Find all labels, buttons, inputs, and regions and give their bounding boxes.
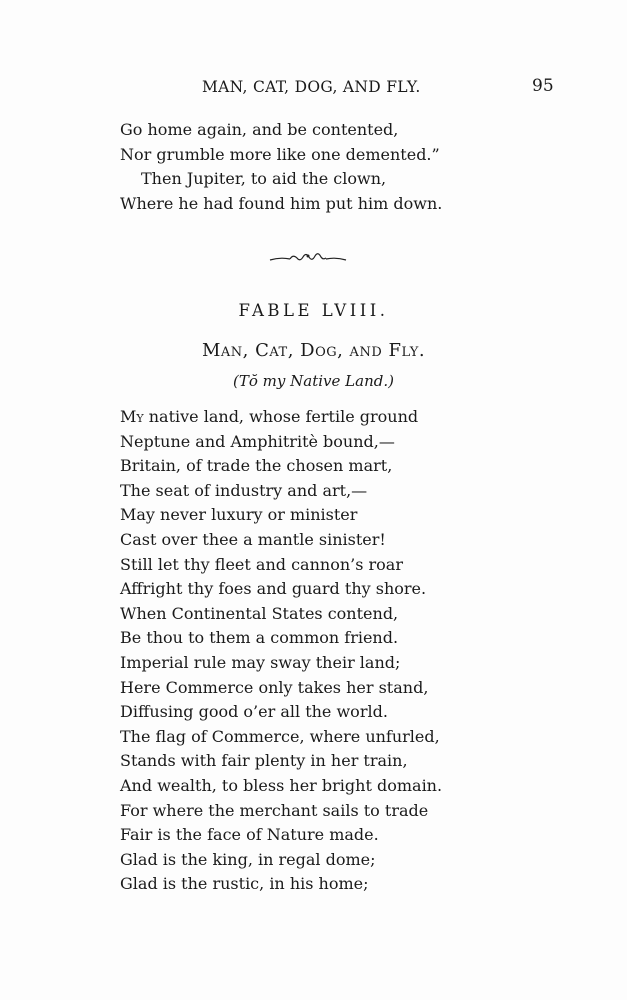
poem-line: For where the merchant sails to trade: [120, 800, 429, 820]
verse-line: Then Jupiter, to aid the clown,: [141, 169, 387, 189]
poem: [120, 405, 442, 897]
poem-line: Still let thy fleet and cannon’s roar: [120, 554, 403, 574]
poem-line: Glad is the rustic, in his home;: [120, 874, 369, 894]
poem-line: Glad is the king, in regal dome;: [120, 849, 376, 869]
poem-line: Affright thy foes and guard thy shore.: [120, 579, 427, 599]
ornament-icon: [268, 250, 348, 269]
verse-line: Nor grumble more like one demented.”: [120, 144, 440, 164]
poem-line: Britain, of trade the chosen mart,: [120, 456, 393, 476]
fable-title: Man, Cat, Dog, and Fly.: [201, 340, 426, 361]
poem-line: The seat of industry and art,—: [120, 480, 368, 500]
poem-line: Diffusing good o’er all the world.: [120, 702, 388, 722]
previous-verse: [120, 118, 442, 216]
poem-line: Cast over thee a mantle sinister!: [120, 529, 386, 549]
fable-number: FABLE LVIII.: [238, 301, 389, 320]
first-line-rest: native land, whose fertile ground: [143, 407, 419, 426]
poem-line: Here Commerce only takes her stand,: [120, 677, 429, 697]
poem-line: [120, 405, 442, 430]
running-head: MAN, CAT, DOG, AND FLY.: [202, 78, 421, 96]
poem-line: When Continental States contend,: [120, 603, 399, 623]
poem-line: Imperial rule may sway their land;: [120, 652, 401, 672]
dedication: (Tŏ my Native Land.): [233, 372, 394, 390]
poem-line: Stands with fair plenty in her train,: [120, 751, 408, 771]
poem-line: May never luxury or minister: [120, 505, 358, 525]
page-number: 95: [532, 76, 554, 96]
verse-line: Where he had found him put him down.: [120, 193, 443, 213]
poem-line: Be thou to them a common friend.: [120, 628, 399, 648]
poem-line: The flag of Commerce, where unfurled,: [120, 726, 440, 746]
verse-line: Go home again, and be contented,: [120, 120, 399, 139]
first-word: My: [120, 407, 144, 426]
poem-line: And wealth, to bless her bright domain.: [120, 775, 443, 795]
poem-line: Fair is the face of Nature made.: [120, 825, 379, 845]
poem-line: Neptune and Amphitritè bound,—: [120, 431, 395, 451]
